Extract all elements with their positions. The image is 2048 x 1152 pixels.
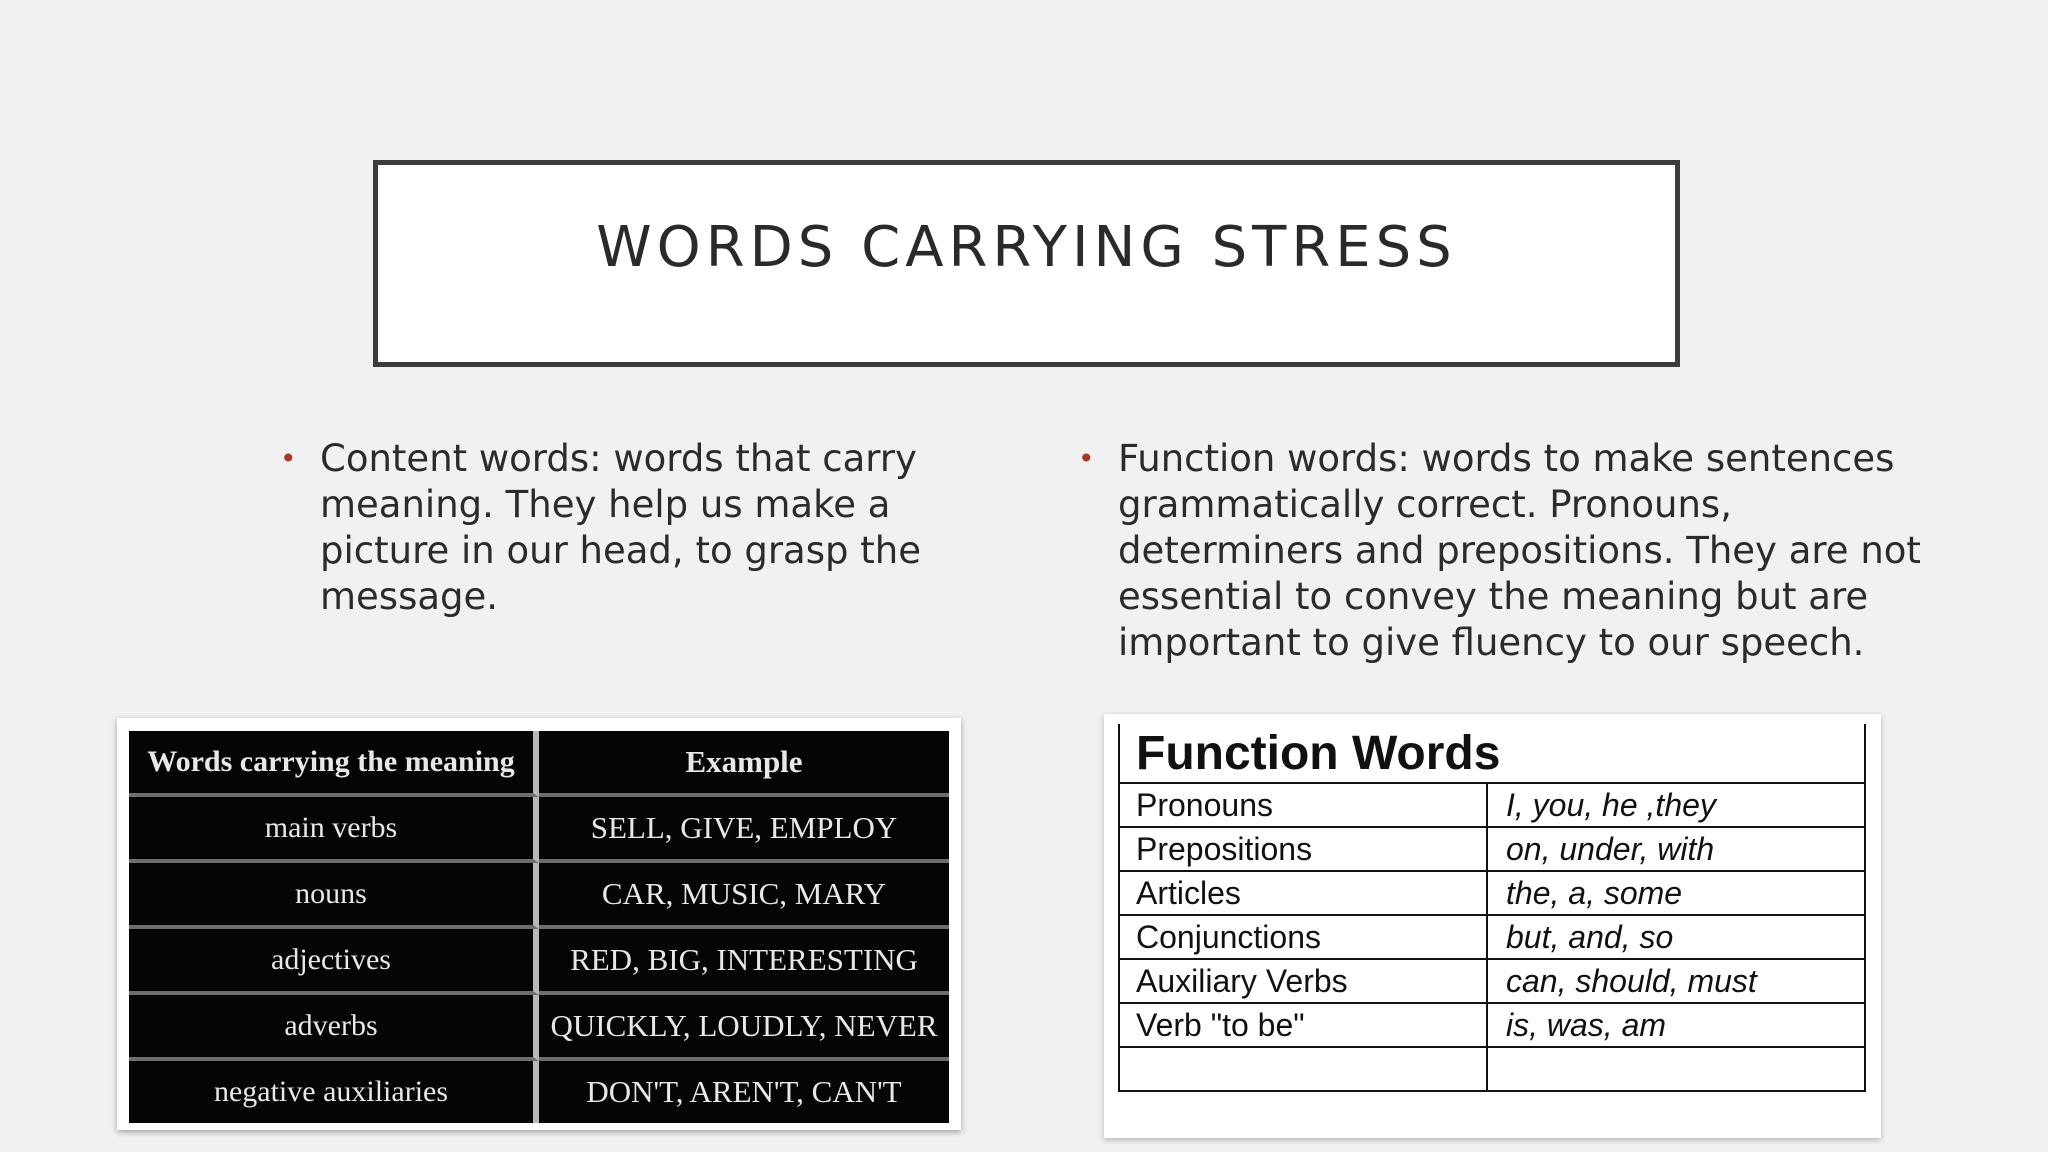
table-cell: DON'T, AREN'T, CAN'T <box>539 1061 949 1123</box>
function-words-text: Function words: words to make sentences grammatically correct. Pronouns, determiners and prepositions. They are not essential to convey the meaning but are important to give fluency to our speech. <box>1118 437 1921 664</box>
bullet-dot-icon: • <box>1078 442 1095 475</box>
table-cell: adjectives <box>129 929 539 995</box>
table-header-row <box>129 731 949 797</box>
table-header-row <box>1119 724 1865 783</box>
title-box <box>373 160 1680 367</box>
table-row <box>1119 783 1865 827</box>
content-words-table <box>129 731 949 1123</box>
table-row <box>129 863 949 929</box>
table-header-cell: Words carrying the meaning <box>129 731 539 797</box>
table-cell: Articles <box>1119 871 1487 915</box>
table-cell: Auxiliary Verbs <box>1119 959 1487 1003</box>
table-row <box>1119 959 1865 1003</box>
table-cell: Pronouns <box>1119 783 1487 827</box>
table-cell: is, was, am <box>1487 1003 1865 1047</box>
table-cell: negative auxiliaries <box>129 1061 539 1123</box>
table-cell: on, under, with <box>1487 827 1865 871</box>
table-row <box>1119 827 1865 871</box>
table-cell: RED, BIG, INTERESTING <box>539 929 949 995</box>
content-words-table-image <box>117 718 961 1130</box>
table-cell: but, and, so <box>1487 915 1865 959</box>
table-row <box>1119 1047 1865 1091</box>
table-cell: the, a, some <box>1487 871 1865 915</box>
table-cell <box>1487 1047 1865 1091</box>
table-cell: Verb "to be" <box>1119 1003 1487 1047</box>
table-cell: Prepositions <box>1119 827 1487 871</box>
table-row <box>129 1061 949 1123</box>
table-row <box>1119 1003 1865 1047</box>
table-row <box>129 929 949 995</box>
table-row <box>1119 871 1865 915</box>
content-words-bullet <box>280 436 980 620</box>
table-cell: adverbs <box>129 995 539 1061</box>
table-cell: Conjunctions <box>1119 915 1487 959</box>
table-cell <box>1119 1047 1487 1091</box>
table-cell: CAR, MUSIC, MARY <box>539 863 949 929</box>
function-words-heading: Function Words <box>1119 724 1865 783</box>
table-cell: QUICKLY, LOUDLY, NEVER <box>539 995 949 1061</box>
function-words-table-image <box>1104 714 1881 1138</box>
table-row <box>129 995 949 1061</box>
bullet-dot-icon: • <box>280 442 297 475</box>
table-cell: can, should, must <box>1487 959 1865 1003</box>
slide-title: WORDS CARRYING STRESS <box>596 215 1457 280</box>
table-cell: I, you, he ,they <box>1487 783 1865 827</box>
table-cell: SELL, GIVE, EMPLOY <box>539 797 949 863</box>
table-cell: nouns <box>129 863 539 929</box>
table-header-cell: Example <box>539 731 949 797</box>
table-row <box>129 797 949 863</box>
table-row <box>1119 915 1865 959</box>
content-words-text: Content words: words that carry meaning. They help us make a picture in our head, to grasp the message. <box>320 437 921 618</box>
table-cell: main verbs <box>129 797 539 863</box>
function-words-table <box>1118 724 1866 1092</box>
function-words-bullet <box>1078 436 1958 666</box>
